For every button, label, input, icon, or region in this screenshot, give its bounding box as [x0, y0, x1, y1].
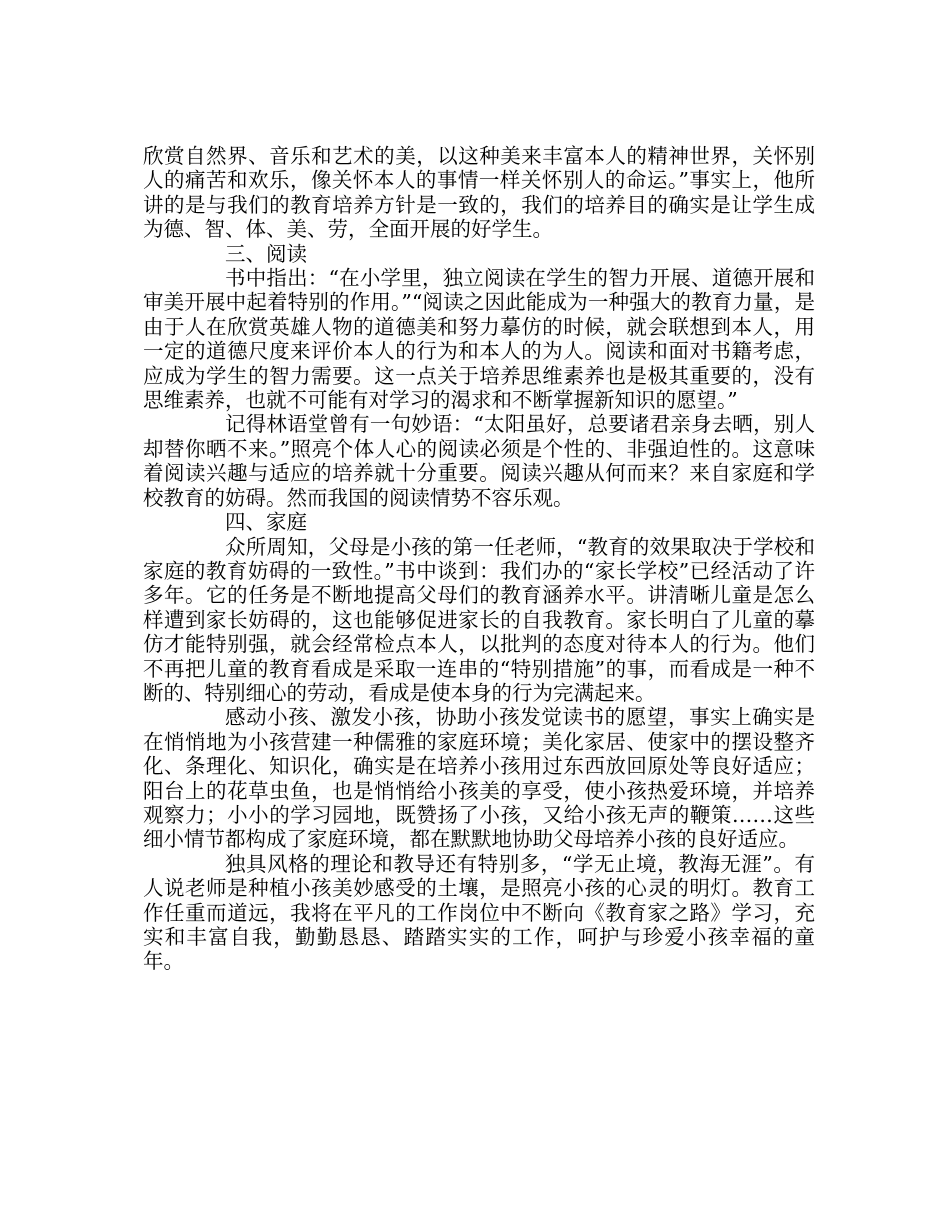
paragraph-continuation: 欣赏自然界、音乐和艺术的美，以这种美来丰富本人的精神世界，关怀别人的痛苦和欢乐，像关怀本人的事情一样关怀别人的命运。”事实上，他所讲的是与我们的教育培养方针是一致的，我们的培养目的确实是让学生成为德、智、体、美、劳，全面开展的好学生。 — [143, 144, 815, 242]
paragraph-home-environment: 感动小孩、激发小孩，协助小孩发觉读书的愿望，事实上确实是在悄悄地为小孩营建一种儒雅的家庭环境；美化家居、使家中的摆设整齐化、条理化、知识化，确实是在培养小孩用过东西放回原处等良好适应；阳台上的花草虫鱼，也是悄悄给小孩美的享受，使小孩热爱环境，并培养观察力；小小的学习园地，既赞扬了小孩，又给小孩无声的鞭策……这些细小情节都构成了家庭环境，都在默默地协助父母培养小孩的良好适应。 — [143, 705, 815, 852]
document-body — [143, 144, 815, 974]
paragraph-conclusion: 独具风格的理论和教导还有特别多，“学无止境，教海无涯”。有人说老师是种植小孩美妙感受的土壤，是照亮小孩的心灵的明灯。教育工作任重而道远，我将在平凡的工作岗位中不断向《教育家之路》学习，充实和丰富自我，勤勤恳恳、踏踏实实的工作，呵护与珍爱小孩幸福的童年。 — [143, 851, 815, 974]
paragraph-lin-yutang: 记得林语堂曾有一句妙语：“太阳虽好，总要诸君亲身去晒，别人却替你晒不来。”照亮个体人心的阅读必须是个性的、非强迫性的。这意味着阅读兴趣与适应的培养就十分重要。阅读兴趣从何而来？来自家庭和学校教育的妨碍。然而我国的阅读情势不容乐观。 — [143, 412, 815, 510]
paragraph-reading-quote: 书中指出：“在小学里，独立阅读在学生的智力开展、道德开展和审美开展中起着特别的作用。”“阅读之因此能成为一种强大的教育力量，是由于人在欣赏英雄人物的道德美和努力摹仿的时候，就会联想到本人，用一定的道德尺度来评价本人的行为和本人的为人。阅读和面对书籍考虑，应成为学生的智力需要。这一点关于培养思维素养也是极其重要的，没有思维素养，也就不可能有对学习的渴求和不断掌握新知识的愿望。” — [143, 266, 815, 413]
paragraph-parents: 众所周知，父母是小孩的第一任老师，“教育的效果取决于学校和家庭的教育妨碍的一致性。”书中谈到：我们办的“家长学校”已经活动了许多年。它的任务是不断地提高父母们的教育涵养水平。讲清晰儿童是怎么样遭到家长妨碍的，这也能够促进家长的自我教育。家长明白了儿童的摹仿才能特别强，就会经常检点本人，以批判的态度对待本人的行为。他们不再把儿童的教育看成是采取一连串的“特别措施”的事，而看成是一种不断的、特别细心的劳动，看成是使本身的行为完满起来。 — [143, 534, 815, 705]
section-heading-reading: 三、阅读 — [225, 241, 307, 266]
section-heading-family: 四、家庭 — [225, 510, 307, 535]
